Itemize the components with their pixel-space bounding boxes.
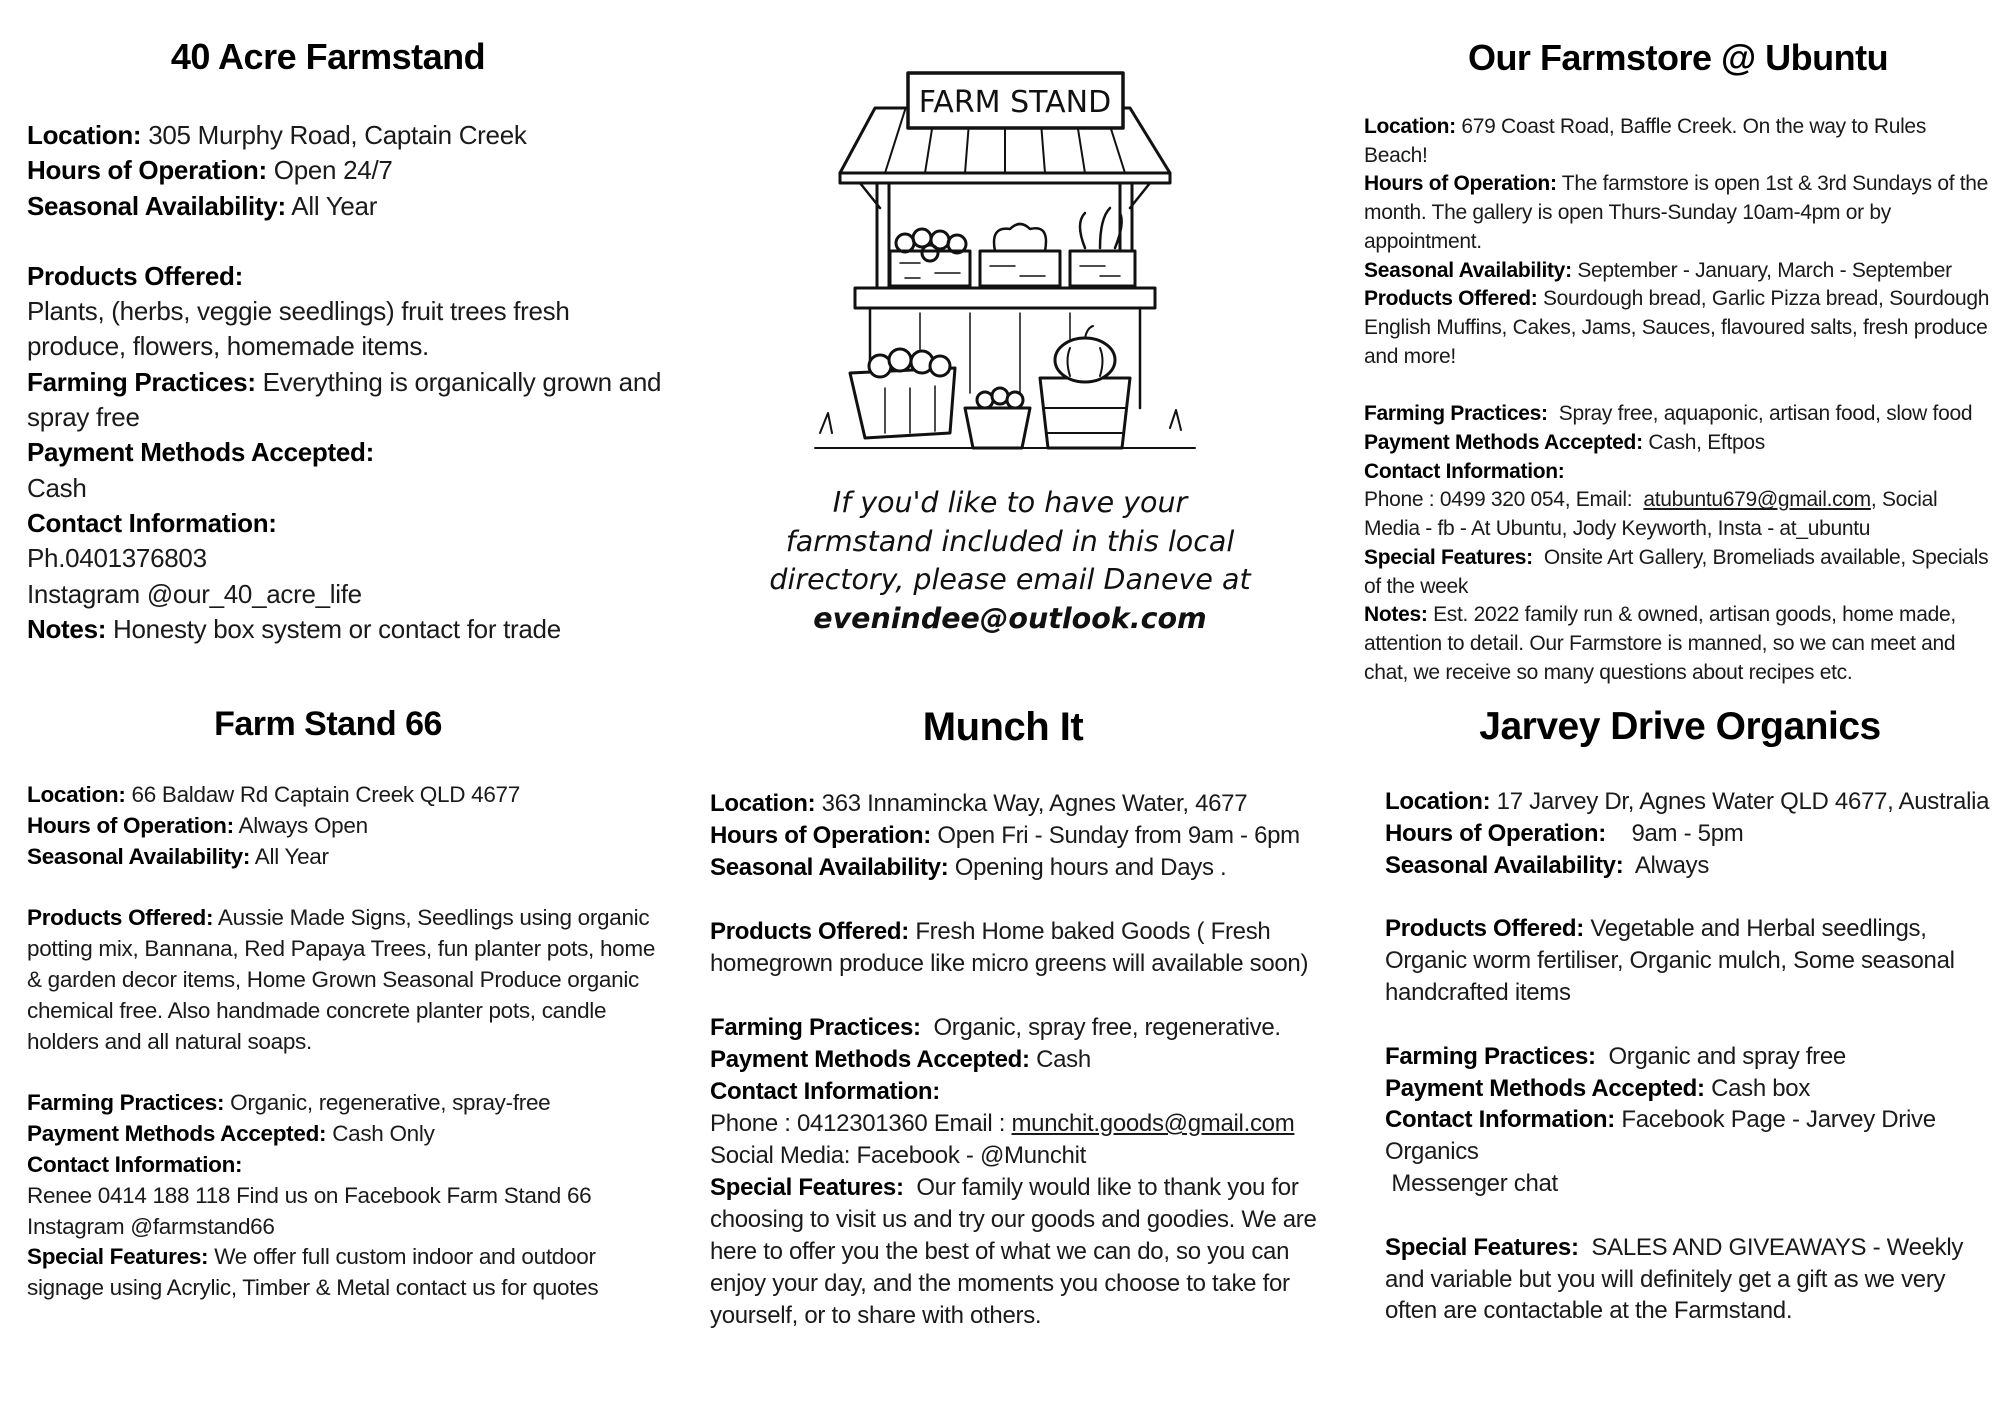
products-row [27,259,667,294]
seasonal-row [27,189,667,224]
spacer [27,1057,667,1088]
location-row [1385,786,2000,818]
location-value: 17 Jarvey Dr, Agnes Water QLD 4677, Australia [1496,788,1990,815]
vegetable-crate-icon [980,224,1060,286]
contact-label: Contact Information: [1364,459,1565,483]
contact-phone: Renee 0414 188 118 Find us on Facebook Farm Stand 66 [27,1182,592,1208]
hours-value: Always Open [238,812,368,838]
listing-title-farm-stand-66: Farm Stand 66 [214,705,442,743]
special-value: We offer full custom indoor and outdoor signage using Acrylic, Timber & Metal contact us for quotes [27,1244,599,1301]
spacer [27,872,667,903]
seasonal-value: All Year [291,190,378,221]
location-value: 305 Murphy Road, Captain Creek [148,120,527,150]
products-value: Fresh Home baked Goods ( Fresh homegrown produce like micro greens will available soon) [710,918,1309,977]
farming-value: Organic, regenerative, spray-free [230,1090,551,1116]
payment-value: Cash [1036,1046,1091,1073]
listing-title-munch-it: Munch It [922,705,1084,749]
location-label: Location: [1385,788,1491,815]
farming-label: Farming Practices: [27,1090,225,1116]
contact-row [710,1076,1350,1108]
special-value: Our family would like to thank you for choosing to visit us and try our goods and goodies. We are here to offer you the best of what we can do, so you can enjoy your day, and the moments you choose to take for yourself, or to share with others. [710,1174,1317,1329]
seasonal-value: All Year [254,843,329,869]
listing-our-farmstore-ubuntu [1364,113,1994,687]
location-row [27,780,667,811]
farming-row [27,365,667,436]
notes-row [1364,601,1994,687]
contact-row [27,506,667,541]
special-row [1364,544,1994,601]
spacer [1385,1200,2000,1232]
hours-row [27,811,667,842]
special-value: Onsite Art Gallery, Bromeliads available, Specials of the week [1364,545,1989,598]
hours-value: Open Fri - Sunday from 9am - 6pm [937,822,1300,849]
notes-row [27,612,667,647]
seasonal-label: Seasonal Availability: [1385,851,1624,879]
contact-email-link[interactable]: atubuntu679@gmail.com [1643,488,1871,512]
location-row [710,788,1350,820]
farming-label: Farming Practices: [1385,1042,1596,1070]
farming-row [1364,400,1994,429]
contact-label: Contact Information: [27,507,277,538]
contact-extra [1385,1168,2000,1200]
payment-label: Payment Methods Accepted: [710,1046,1030,1073]
hours-row [1385,818,2000,850]
contact-label: Contact Information: [1385,1106,1615,1134]
hours-value: Open 24/7 [273,155,393,186]
products-row [1364,285,1994,371]
contact-label: Contact Information: [710,1078,940,1105]
seasonal-value: Opening hours and Days . [954,854,1227,881]
farming-row [710,1012,1350,1044]
spacer [27,224,667,259]
contact-row [1364,458,1994,487]
farming-value: Organic, spray free, regenerative. [933,1014,1281,1041]
products-label: Products Offered: [710,918,909,945]
hours-label: Hours of Operation: [27,155,267,186]
seasonal-row [27,842,667,873]
spacer [1385,1009,2000,1041]
products-value: Vegetable and Herbal seedlings, Organic worm fertiliser, Organic mulch, Some seasonal handcrafted items [1385,915,1955,1006]
special-label: Special Features: [1385,1233,1579,1261]
farming-value: Spray free, aquaponic, artisan food, slow food [1558,402,1973,426]
small-basket-icon [965,388,1030,448]
contact-social: , Social Media - fb - At Ubuntu, Jody Keyworth, Insta - at_ubuntu [1364,488,1938,541]
location-label: Location: [710,790,816,817]
products-label: Products Offered: [27,260,243,291]
listing-munch-it [710,788,1350,1332]
special-label: Special Features: [1364,545,1533,569]
payment-label: Payment Methods Accepted: [1364,431,1643,455]
hours-row [27,153,667,188]
spacer [710,980,1350,1012]
farming-label: Farming Practices: [1364,402,1548,426]
products-row [27,903,667,1057]
hours-label: Hours of Operation: [1364,172,1557,196]
special-row [710,1172,1350,1332]
payment-label: Payment Methods Accepted: [27,1121,327,1147]
seasonal-row [1364,257,1994,286]
farming-row [27,1088,667,1119]
products-row [1385,913,2000,1008]
farming-value: Organic and spray free [1608,1042,1846,1070]
farming-label: Farming Practices: [27,366,256,397]
products-label: Products Offered: [1385,915,1584,943]
payment-value: Cash Only [332,1121,435,1147]
hours-value: 9am - 5pm [1631,819,1744,847]
farming-value: Everything is organically grown and spray free [27,366,662,433]
special-row [1385,1232,2000,1327]
contact-value: Facebook Page - Jarvey Drive Organics [1385,1106,1936,1166]
location-label: Location: [27,120,142,150]
farming-label: Farming Practices: [710,1014,921,1041]
payment-label: Payment Methods Accepted: [27,437,374,468]
seasonal-label: Seasonal Availability: [710,854,949,881]
products-value: Sourdough bread, Garlic Pizza bread, Sourdough English Muffins, Cakes, Jams, Sauces, flavoured salts, fresh produce and more! [1364,287,1990,368]
hours-value: The farmstore is open 1st & 3rd Sundays of the month. The gallery is open Thurs-Sunday 10am-4pm or by appointment. [1364,172,1989,253]
payment-row [27,1119,667,1150]
notes-value: Honesty box system or contact for trade [113,613,561,644]
special-label: Special Features: [710,1174,904,1201]
payment-row [1385,1073,2000,1105]
produce-crate-icon [890,229,970,286]
listing-jarvey-drive-organics [1385,786,2000,1327]
contact-phone: Ph.0401376803 [27,543,207,574]
pumpkin-barrel-icon [1040,326,1130,448]
special-value: SALES AND GIVEAWAYS - Weekly and variable but you will definitely get a gift as we very often are contactable at the Farmstand. [1385,1233,1964,1325]
products-value: Aussie Made Signs, Seedlings using organic potting mix, Bannana, Red Papaya Trees, fun planter pots, home & garden decor items, Home Grown Seasonal Produce organic chemical free. Also handmade concrete planter pots, candle holders and all natural soaps. [27,905,656,1054]
location-value: 363 Innamincka Way, Agnes Water, 4677 [821,790,1248,817]
hours-label: Hours of Operation: [710,822,931,849]
products-value: Plants, (herbs, veggie seedlings) fruit trees fresh produce, flowers, homemade items. [27,296,570,362]
location-row [1364,113,1994,170]
contact-value [1364,486,1994,543]
caption-text: If you'd like to have your farmstand included in this local directory, please email Daneve at [769,486,1251,596]
contact-messenger: Messenger chat [1391,1169,1558,1197]
contact-row [27,1150,667,1181]
sign-text: FARM STAND [918,85,1112,120]
hours-label: Hours of Operation: [27,812,234,838]
apple-basket-icon [850,349,955,438]
hours-row [710,820,1350,852]
directory-invite-caption [760,484,1260,638]
products-label: Products Offered: [27,905,214,931]
listing-title-jarvey-drive-organics: Jarvey Drive Organics [1479,705,1881,748]
payment-value: Cash [27,472,87,503]
contact-social: Instagram @our_40_acre_life [27,578,362,609]
location-value: 679 Coast Road, Baffle Creek. On the way to Rules Beach! [1364,115,1927,167]
listing-40-acre-farmstand [27,118,667,647]
payment-label: Payment Methods Accepted: [1385,1074,1705,1102]
special-row [27,1242,667,1304]
location-label: Location: [27,782,126,807]
spacer [710,884,1350,916]
contact-label: Contact Information: [27,1151,243,1177]
seasonal-row [710,852,1350,884]
listing-title-40-acre-farmstand: 40 Acre Farmstand [170,36,486,77]
listing-title-our-farmstore-ubuntu: Our Farmstore @ Ubuntu [1467,37,1889,78]
products-label: Products Offered: [1364,287,1538,311]
location-label: Location: [1364,115,1456,138]
listing-farm-stand-66 [27,780,667,1304]
farm-stand-illustration [800,48,1200,458]
spacer [1364,371,1994,400]
special-label: Special Features: [27,1244,209,1270]
contact-social: Social Media: Facebook - @Munchit [710,1142,1086,1169]
location-row [27,118,667,153]
farming-row [1385,1041,2000,1073]
counter-icon [855,288,1155,308]
seasonal-label: Seasonal Availability: [27,190,286,221]
seasonal-row [1385,850,2000,882]
payment-row [710,1044,1350,1076]
spacer [1385,881,2000,913]
payment-row [1364,429,1994,458]
notes-label: Notes: [1364,603,1428,627]
contact-email-link[interactable]: munchit.goods@gmail.com [1011,1110,1295,1137]
notes-value: Est. 2022 family run & owned, artisan goods, home made, attention to detail. Our Farmstore is manned, so we can meet and chat, we receive so many questions about recipes etc. [1364,603,1956,684]
hours-row [1364,170,1994,256]
notes-label: Notes: [27,613,107,644]
payment-value: Cash, Eftpos [1648,431,1765,455]
payment-row [27,435,667,470]
seasonal-value: Always [1634,851,1710,879]
location-value: 66 Baldaw Rd Captain Creek QLD 4677 [131,782,520,807]
seasonal-value: September - January, March - September [1577,258,1952,282]
contact-social: Instagram @farmstand66 [27,1213,275,1239]
seasonal-label: Seasonal Availability: [1364,258,1572,282]
contact-value [710,1108,1350,1140]
hours-label: Hours of Operation: [1385,819,1606,847]
payment-value: Cash box [1711,1074,1811,1102]
contact-phone: Phone : 0499 320 054, Email: [1364,488,1633,512]
caption-email-link[interactable]: evenindee@outlook.com [813,601,1207,635]
contact-phone: Phone : 0412301360 Email : [710,1110,1006,1137]
products-row [710,916,1350,980]
seasonal-label: Seasonal Availability: [27,843,251,869]
contact-row [1385,1104,2000,1168]
